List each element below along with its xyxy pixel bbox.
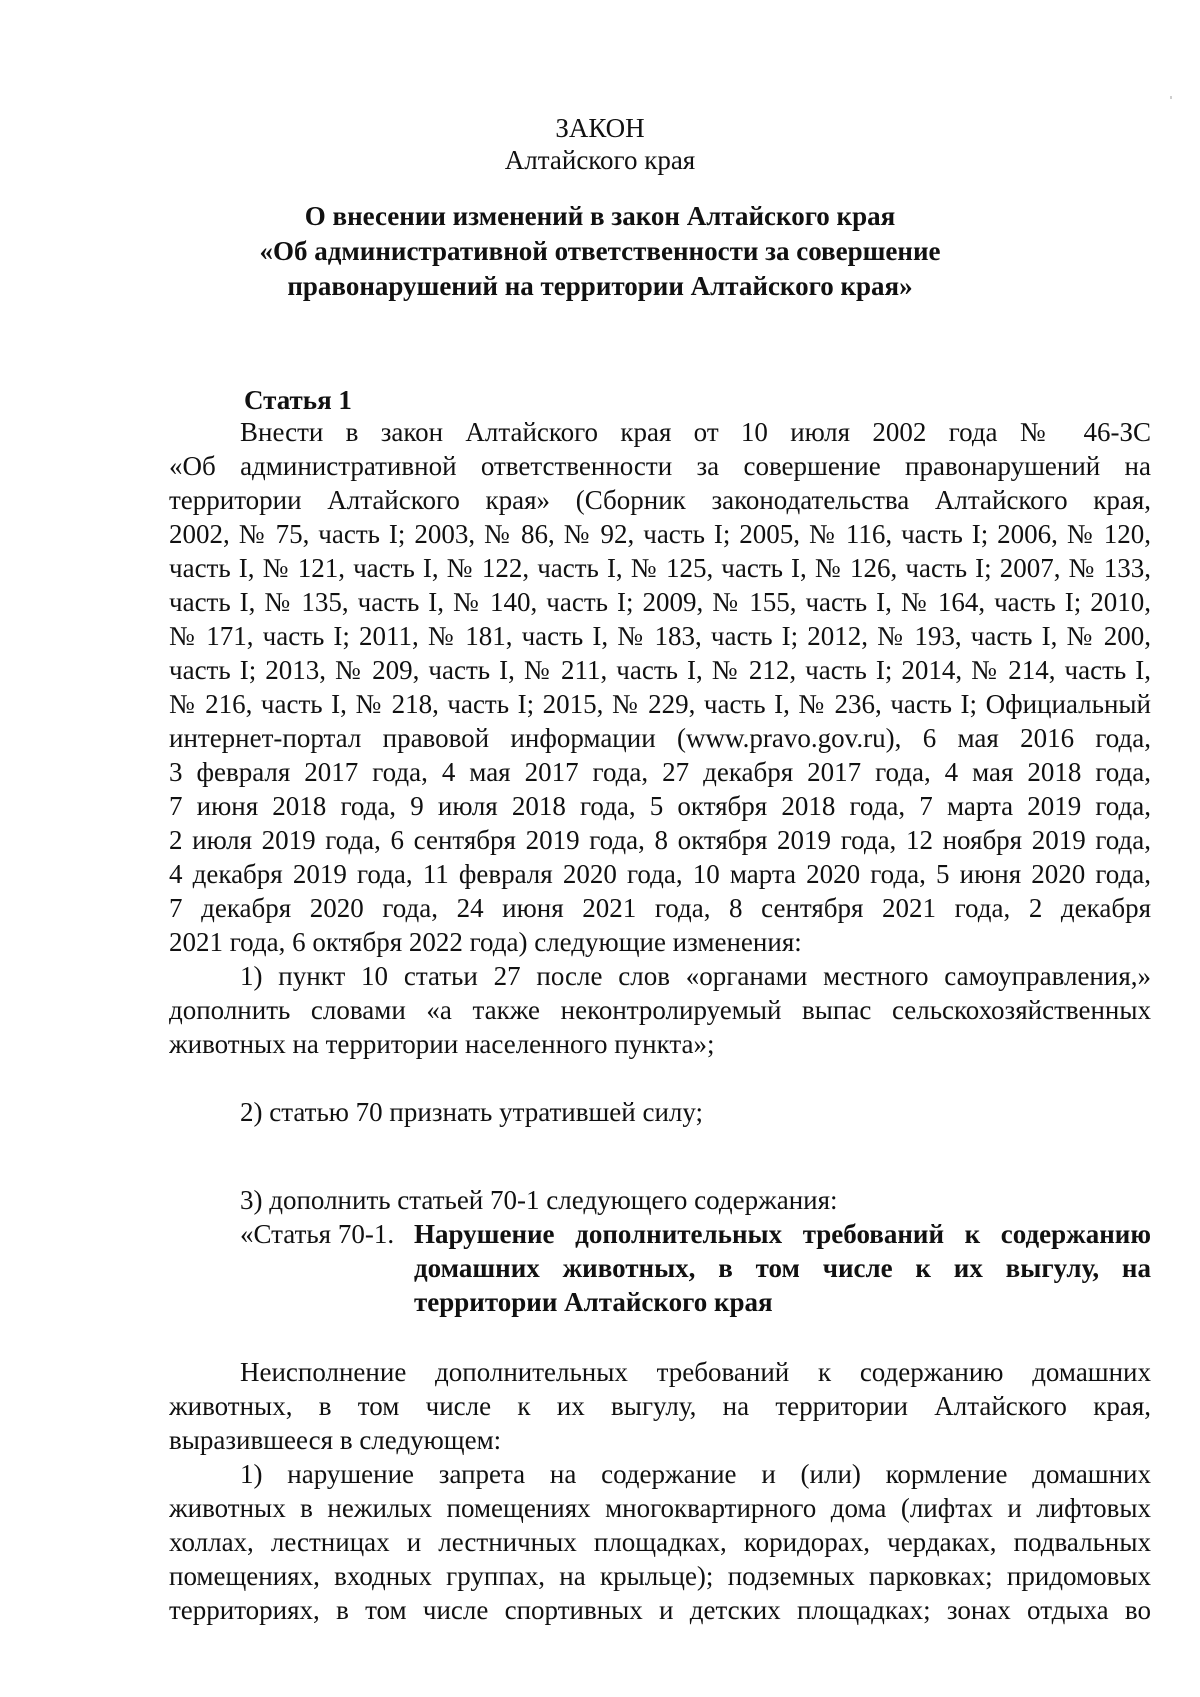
- article-70-1-title-line: домашних животных, в том числе к их выгулу, на: [414, 1253, 1151, 1283]
- article-1-text-line: 3 февраля 2017 года, 4 мая 2017 года, 27 декабря 2017 года, 4 мая 2018 года,: [169, 757, 1151, 787]
- article-1-text-line: часть I, № 135, часть I, № 140, часть I; 2009, № 155, часть I, № 164, часть I; 2010,: [169, 587, 1151, 617]
- article-70-1-text-line: выразившееся в следующем:: [169, 1425, 502, 1455]
- amendment-item-3: 3) дополнить статьей 70-1 следующего содержания:: [240, 1185, 838, 1215]
- article-1-text-line: часть I; 2013, № 209, часть I, № 211, часть I, № 212, часть I; 2014, № 214, часть I,: [169, 655, 1151, 685]
- article-70-1-title-line: Нарушение дополнительных требований к содержанию: [414, 1219, 1151, 1249]
- law-title-line-1: О внесении изменений в закон Алтайского края: [304, 201, 896, 231]
- article-1-text-line: 7 декабря 2020 года, 24 июня 2021 года, 8 сентября 2021 года, 2 декабря: [169, 893, 1151, 923]
- article-1-text-line: 2002, № 75, часть I; 2003, № 86, № 92, часть I; 2005, № 116, часть I; 2006, № 120,: [169, 519, 1151, 549]
- document-type: ЗАКОН: [555, 113, 645, 143]
- document-region: Алтайского края: [504, 145, 696, 175]
- article-1-text-line: территории Алтайского края» (Сборник законодательства Алтайского края,: [169, 485, 1151, 515]
- article-70-1-label: «Статья 70-1.: [240, 1219, 395, 1249]
- article-1-text-line: 7 июня 2018 года, 9 июля 2018 года, 5 октября 2018 года, 7 марта 2019 года,: [169, 791, 1151, 821]
- article-1-text-line: 2021 года, 6 октября 2022 года) следующие изменения:: [169, 927, 802, 957]
- article-1-text-line: часть I, № 121, часть I, № 122, часть I, № 125, часть I, № 126, часть I; 2007, № 133,: [169, 553, 1151, 583]
- article-70-1-subitem-1: холлах, лестницах и лестничных площадках, коридорах, чердаках, подвальных: [169, 1527, 1151, 1557]
- article-1-text-line: № 171, часть I; 2011, № 181, часть I, № 183, часть I; 2012, № 193, часть I, № 200,: [169, 621, 1151, 651]
- article-1-text-line: Внести в закон Алтайского края от 10 июля 2002 года № 46-ЗС: [240, 417, 1151, 447]
- amendment-item-1: дополнить словами «а также неконтролируемый выпас сельскохозяйственных: [169, 995, 1151, 1025]
- amendment-item-1: 1) пункт 10 статьи 27 после слов «органами местного самоуправления,»: [240, 961, 1151, 991]
- article-70-1-subitem-1: территориях, в том числе спортивных и детских площадках; зонах отдыха во: [169, 1595, 1151, 1625]
- article-70-1-text-line: Неисполнение дополнительных требований к содержанию домашних: [240, 1357, 1151, 1387]
- article-70-1-subitem-1: животных в нежилых помещениях многоквартирного дома (лифтах и лифтовых: [169, 1493, 1151, 1523]
- article-1-text-line: 2 июля 2019 года, 6 сентября 2019 года, 8 октября 2019 года, 12 ноября 2019 года,: [169, 825, 1151, 855]
- article-70-1-text-line: животных, в том числе к их выгулу, на территории Алтайского края,: [169, 1391, 1151, 1421]
- law-title-line-3: правонарушений на территории Алтайского края»: [287, 271, 913, 301]
- scan-speck: [1170, 96, 1172, 99]
- amendment-item-1: животных на территории населенного пункта»;: [169, 1029, 715, 1059]
- article-70-1-subitem-1: помещениях, входных группах, на крыльце); подземных парковках; придомовых: [169, 1561, 1151, 1591]
- law-title-line-2: «Об административной ответственности за совершение: [259, 236, 941, 266]
- article-1-text-line: интернет-портал правовой информации (www.pravo.gov.ru), 6 мая 2016 года,: [169, 723, 1151, 753]
- article-1-text-line: «Об административной ответственности за совершение правонарушений на: [169, 451, 1151, 481]
- article-70-1-subitem-1: 1) нарушение запрета на содержание и (или) кормление домашних: [240, 1459, 1151, 1489]
- article-1-text-line: № 216, часть I, № 218, часть I; 2015, № 229, часть I, № 236, часть I; Официальный: [169, 689, 1151, 719]
- amendment-item-2: 2) статью 70 признать утратившей силу;: [240, 1097, 704, 1127]
- article-1-heading: Статья 1: [244, 385, 352, 415]
- article-1-text-line: 4 декабря 2019 года, 11 февраля 2020 года, 10 марта 2020 года, 5 июня 2020 года,: [169, 859, 1151, 889]
- article-70-1-title-line: территории Алтайского края: [414, 1287, 773, 1317]
